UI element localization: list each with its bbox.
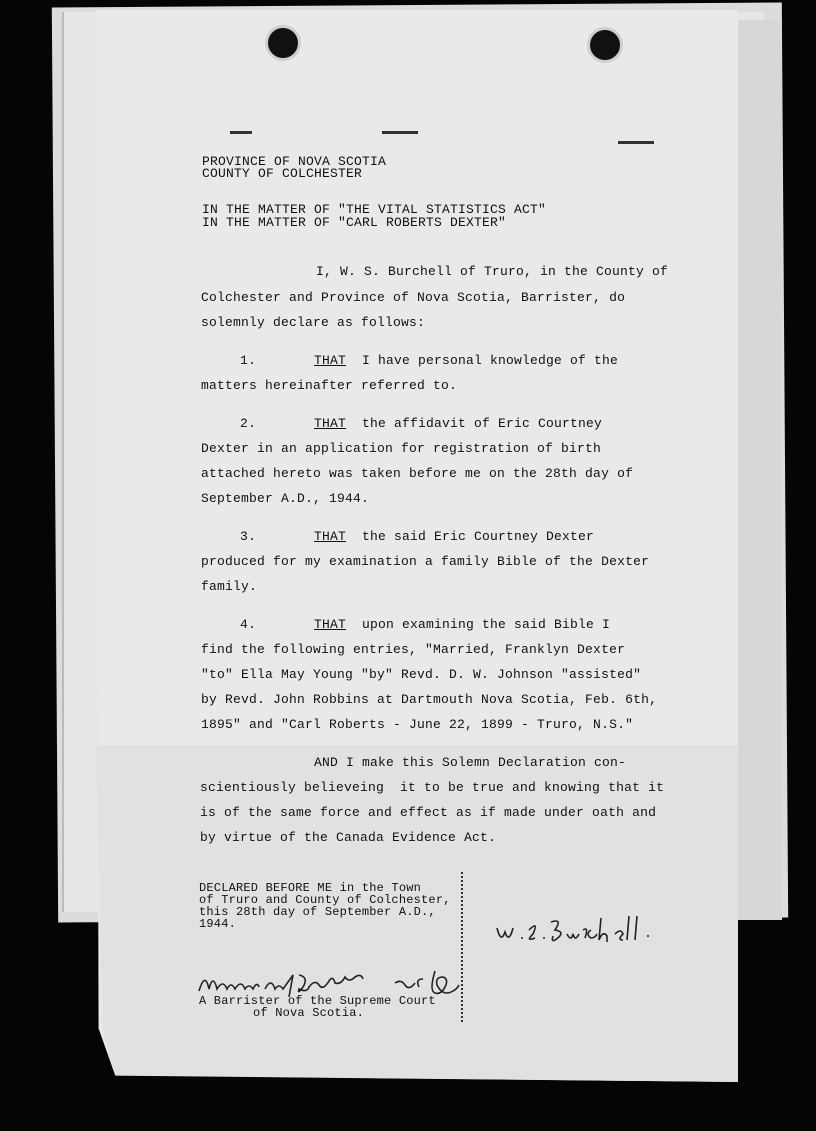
item-that: THAT <box>314 353 347 368</box>
margin-mark <box>230 131 252 134</box>
item-text: find the following entries, "Married, Franklyn Dexter <box>201 642 626 657</box>
closing-line: scientiously believeing it to be true and knowing that it <box>200 780 665 795</box>
item-number: 1. <box>240 353 257 368</box>
closing-line: is of the same force and effect as if made under oath and <box>200 805 657 820</box>
background-sheet-edge <box>736 20 782 920</box>
margin-mark <box>618 141 654 144</box>
item-text: 1895" and "Carl Roberts - June 22, 1899 - Truro, N.S." <box>201 717 634 732</box>
item-number: 3. <box>240 529 257 544</box>
item-text: matters hereinafter referred to. <box>201 378 458 393</box>
item-number: 2. <box>240 416 257 431</box>
heading-matter-1: IN THE MATTER OF "THE VITAL STATISTICS ACT" <box>202 202 547 217</box>
declared-line: 1944. <box>199 917 237 931</box>
item-text: I have personal knowledge of the <box>362 353 619 368</box>
item-text: the affidavit of Eric Courtney <box>362 416 603 431</box>
intro-line: I, W. S. Burchell of Truro, in the County of <box>316 264 669 279</box>
margin-mark <box>382 131 418 134</box>
heading-matter-2: IN THE MATTER OF "CARL ROBERTS DEXTER" <box>202 215 507 230</box>
heading-county: COUNTY OF COLCHESTER <box>202 166 363 181</box>
item-text: the said Eric Courtney Dexter <box>362 529 595 544</box>
punch-hole-icon <box>265 25 301 61</box>
item-text: attached hereto was taken before me on the 28th day of <box>201 466 634 481</box>
item-that: THAT <box>314 617 347 632</box>
intro-line: Colchester and Province of Nova Scotia, Barrister, do <box>201 290 626 305</box>
intro-line: solemnly declare as follows: <box>201 315 426 330</box>
item-text: by Revd. John Robbins at Dartmouth Nova Scotia, Feb. 6th, <box>201 692 658 707</box>
item-number: 4. <box>240 617 257 632</box>
punch-hole-icon <box>587 27 623 63</box>
item-text: upon examining the said Bible I <box>362 617 611 632</box>
closing-line: AND I make this Solemn Declaration con- <box>314 755 627 770</box>
barrister-line: A Barrister of the Supreme Court <box>199 994 436 1008</box>
item-text: produced for my examination a family Bible of the Dexter <box>201 554 650 569</box>
declared-line: this 28th day of September A.D., <box>199 905 436 919</box>
item-text: Dexter in an application for registration of birth <box>201 441 602 456</box>
item-text: September A.D., 1944. <box>201 491 370 506</box>
item-text: family. <box>201 579 258 594</box>
barrister-line: of Nova Scotia. <box>253 1006 365 1020</box>
item-that: THAT <box>314 529 347 544</box>
item-that: THAT <box>314 416 347 431</box>
declared-line: DECLARED BEFORE ME in the Town <box>199 881 422 895</box>
heading-province: PROVINCE OF NOVA SCOTIA <box>202 154 387 169</box>
declared-line: of Truro and County of Colchester, <box>199 893 451 907</box>
declarant-signature <box>495 910 695 955</box>
closing-line: by virtue of the Canada Evidence Act. <box>200 830 497 845</box>
item-text: "to" Ella May Young "by" Revd. D. W. Johnson "assisted" <box>201 667 642 682</box>
